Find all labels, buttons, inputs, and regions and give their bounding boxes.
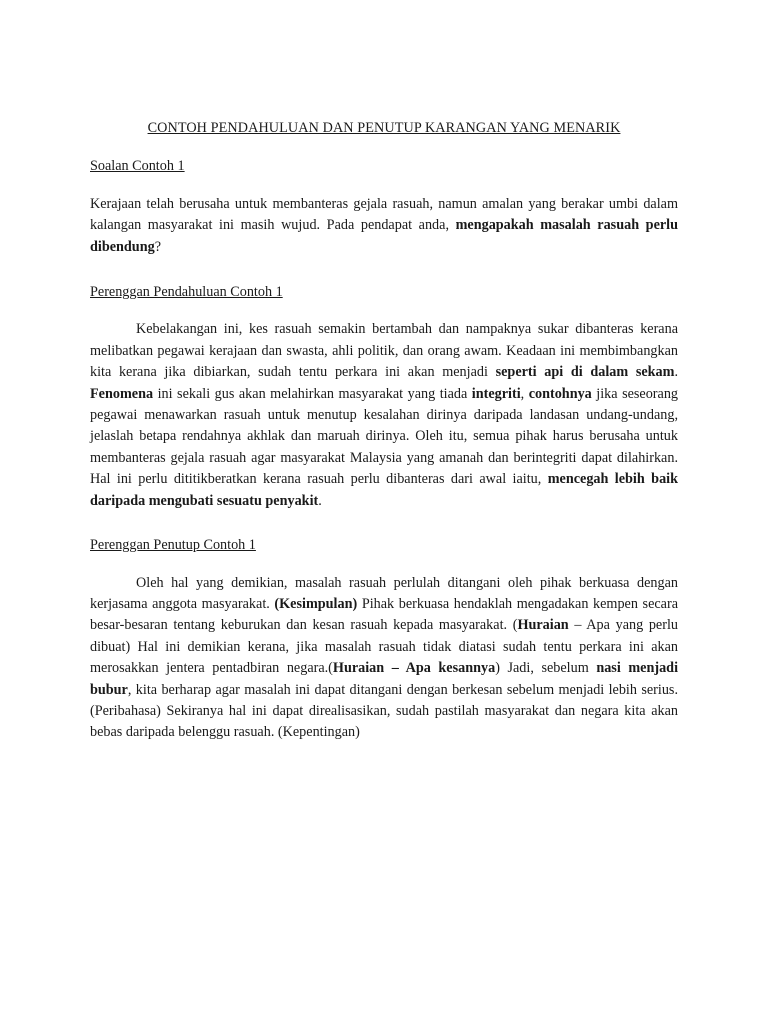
document-title: CONTOH PENDAHULUAN DAN PENUTUP KARANGAN YANG MENARIK xyxy=(147,120,621,136)
intro-bold-1: seperti api di dalam sekam xyxy=(495,364,675,381)
intro-bold-3: integriti xyxy=(471,385,521,402)
closing-text-2: Pihak berkuasa hendaklah mengadakan kempen secara besar-besaran tentang keburukan dan kesan rasuah kepada masyarakat. ( xyxy=(90,595,678,634)
closing-text-1: Oleh hal yang demikian, masalah rasuah perlulah ditangani oleh pihak berkuasa dengan kerjasama anggota masyarakat. xyxy=(90,574,678,612)
closing-bold-3: Huraian – Apa kesannya xyxy=(332,660,496,677)
closing-heading: Perenggan Penutup Contoh 1 xyxy=(90,537,256,554)
closing-bold-1: (Kesimpulan) xyxy=(274,595,358,612)
closing-text-3: – Apa yang perlu dibuat) Hal ini demikian kerana, jika masalah rasuah tidak diatasi sudah tentu perkara ini akan merosakkan jentera pentadbiran negara.( xyxy=(90,617,678,677)
question-text-1: Kerajaan telah berusaha untuk membanteras gejala rasuah, namun amalan yang berakar umbi dalam kalangan masyarakat ini masih wujud. Pada pendapat anda, xyxy=(90,195,678,234)
closing-bold-4: nasi menjadi bubur xyxy=(90,660,679,698)
intro-bold-5: mencegah lebih baik daripada mengubati sesuatu penyakit xyxy=(90,471,678,509)
intro-text-1: Kebelakangan ini, kes rasuah semakin bertambah dan nampaknya sukar dibanteras kerana melibatkan pegawai kerajaan dan swasta, ahli politik, dan orang awam. Keadaan ini membimbangkan kita kerana jika dibiarkan, sudah tentu perkara ini akan menjadi xyxy=(90,321,678,381)
closing-text-4: ) Jadi, sebelum xyxy=(495,660,597,677)
question-paragraph xyxy=(90,194,678,258)
question-heading: Soalan Contoh 1 xyxy=(90,158,185,175)
question-bold-1: mengapakah masalah rasuah perlu dibendung xyxy=(90,217,678,255)
intro-heading: Perenggan Pendahuluan Contoh 1 xyxy=(90,284,283,301)
intro-paragraph xyxy=(90,319,678,512)
intro-bold-4: contohnya xyxy=(528,385,592,402)
intro-text-5: jika seseorang pegawai menawarkan rasuah untuk menutup kesalahan dirinya daripada landasan undang-undang, jelaslah betapa rendahnya akhlak dan maruah dirinya. Oleh itu, semua pihak harus berusaha untuk membanteras gejala rasuah agar masyarakat Malaysia yang amanah dan berintegriti dapat dilahirkan. Hal ini perlu dititikberatkan kerana rasuah perlu dibanteras dari awal iaitu, xyxy=(90,385,679,488)
closing-paragraph xyxy=(90,573,678,744)
intro-bold-2: Fenomena xyxy=(90,385,154,402)
closing-text-5: , kita berharap agar masalah ini dapat ditangani dengan berkesan sebelum menjadi lebih serius. (Peribahasa) Sekiranya hal ini dapat direalisasikan, sudah pastilah masyarakat dan negara kita akan bebas daripada belenggu rasuah. (Kepentingan) xyxy=(90,681,678,741)
intro-text-4: , xyxy=(520,385,529,402)
closing-bold-2: Huraian xyxy=(517,617,569,634)
document-page xyxy=(90,118,678,744)
intro-text-2: . xyxy=(674,364,679,381)
intro-text-3: ini sekali gus akan melahirkan masyarakat yang tiada xyxy=(153,385,472,402)
question-text-2: ? xyxy=(154,238,161,255)
intro-text-6: . xyxy=(318,492,322,509)
